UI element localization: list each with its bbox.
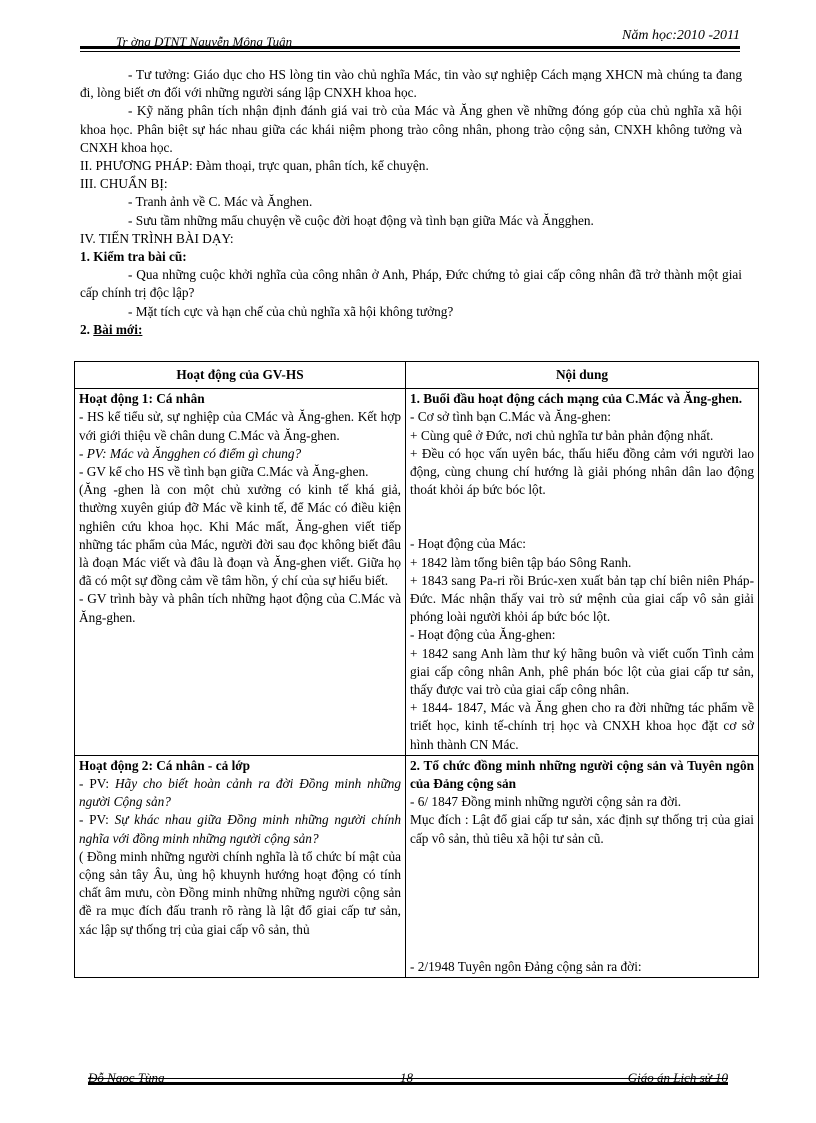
content-1-line: + 1842 làm tổng biên tập báo Sông Ranh. <box>410 554 632 570</box>
content-2-line: - 2/1948 Tuyên ngôn Đảng cộng sản ra đời: <box>410 958 642 974</box>
content-1-title: 1. Buổi đầu hoạt động cách mạng của C.Mác và Ăng-ghen. <box>410 391 743 407</box>
activity-1-step: - GV kể cho HS về tình bạn giữa C.Mác và Ăng-ghen. <box>79 464 369 480</box>
review-heading: 1. Kiểm tra bài cũ: <box>80 249 187 265</box>
prep-item-pictures: - Tranh ảnh về C. Mác và Ănghen. <box>128 194 313 210</box>
header-rule-thick <box>80 46 740 49</box>
activity-1-step: - HS kể tiểu sử, sự nghiệp của CMác và Ăng-ghen. Kết hợp với giới thiệu về chân dung C.Mác và Ăng-ghen. <box>79 409 401 443</box>
review-question-2: - Mặt tích cực và hạn chế của chủ nghĩa xã hội không tưởng? <box>128 303 454 319</box>
activity-1-step: - GV trình bày và phân tích những hạot động của C.Mác và Ăng-ghen. <box>79 591 401 625</box>
content-1-line: - Hoạt động của Mác: <box>410 536 526 552</box>
school-year: Năm học:2010 -2011 <box>622 28 740 43</box>
table-header-row <box>75 362 759 389</box>
footer-document-title: Giáo án Lịch sử 10 <box>627 1070 728 1085</box>
activity-2-title: Hoạt động 2: Cá nhân - cả lớp <box>79 757 251 773</box>
col-header-content: Nội dung <box>406 362 759 389</box>
lesson-table <box>74 361 759 978</box>
col-header-activities: Hoạt động của GV-HS <box>75 362 406 389</box>
activity-2-note: ( Đồng minh những người chính nghĩa là tổ chức bí mật của cộng sản tây Âu, ủng hộ khuynh hướng hoạt động có tính chất âm mưu, còn Đồng minh những những người cộng sản đề ra mục đích đấu tranh rõ ràng là lật đổ giai cấp tư sản, xác lập sự thống trị của giai cấp vô sản, thủ <box>79 848 401 937</box>
section-methods: II. PHƯƠNG PHÁP: Đàm thoại, trực quan, phân tích, kể chuyện. <box>80 158 429 174</box>
page-number: 18 <box>400 1070 413 1085</box>
content-1-cell <box>406 389 759 756</box>
section-preparation: III. CHUẨN BỊ: <box>80 176 168 192</box>
footer-author: Đỗ Ngọc Tùng <box>88 1070 165 1085</box>
table-row <box>75 389 759 756</box>
content-1-line: - Cơ sở tình bạn C.Mác và Ăng-ghen: <box>410 409 611 425</box>
content-1-line: + 1842 sang Anh làm thư ký hãng buôn và viết cuốn Tình cảm giai cấp công nhân Anh, phê phán bóc lột của giai cấp tư sản, thấy được vai trò của giai cấp công nhân. <box>410 645 754 698</box>
activity-1-cell <box>75 389 406 756</box>
content-2-line: Mục đích : Lật đổ giai cấp tư sản, xác định sự thống trị của giai cấp vô sản, thủ tiêu xã hội tư sản cũ. <box>410 812 754 846</box>
header-rule-thin <box>80 51 740 52</box>
content-2-cell <box>406 755 759 977</box>
new-lesson-heading: 2. Bài mới: <box>80 321 143 337</box>
content-1-line: + Cùng quê ở Đức, nơi chủ nghĩa tư bản phản động nhất. <box>410 427 714 443</box>
school-name: Tr ờng DTNT Nguyễn Mộng Tuân <box>116 34 293 49</box>
activity-1-question: - PV: Mác và Ăngghen có điểm gì chung? <box>79 445 302 461</box>
section-process: IV. TIẾN TRÌNH BÀI DẠY: <box>80 230 234 246</box>
page-footer <box>88 1070 728 1090</box>
content-1-line: - Hoạt động của Ăng-ghen: <box>410 627 556 643</box>
content-2-title: 2. Tổ chức đồng minh những người cộng sản và Tuyên ngôn của Đảng cộng sản <box>410 757 754 792</box>
blank-space <box>410 848 754 958</box>
content-1-line: + 1843 sang Pa-ri rồi Brúc-xen xuất bản tạp chí biên niên Pháp-Đức. Mác nhận thấy vai trò sứ mệnh của giai cấp vô sản giải phóng loài người khỏi áp bức bóc lột. <box>410 572 754 625</box>
content-2-line: - 6/ 1847 Đồng minh những người cộng sản ra đời. <box>410 794 682 810</box>
activity-2-question: - PV: Hãy cho biết hoàn cảnh ra đời Đồng minh những người Cộng sản? <box>79 776 401 810</box>
review-question-1: - Qua những cuộc khởi nghĩa của công nhân ở Anh, Pháp, Đức chứng tỏ giai cấp công nhân đã trở thành một giai cấp chính trị độc lập? <box>80 267 742 301</box>
lesson-intro <box>80 66 742 339</box>
activity-1-note: (Ăng -ghen là con một chủ xưởng có kinh tế khá giả, thường xuyên giúp đỡ Mác về kinh tế, để Mác có điều kiện nghiên cứu khoa học. Khi Mác mất, Ăng-ghen viết tiếp những tác phẩm của Mác, người đời sau đọc không biết đâu là đoạn Mác viết và đâu là đoạn và Ăng-ghen viết. Giữa họ đã có một sự đồng cảm về tâm hồn, ý chí của sự hiểu biết. <box>79 482 401 589</box>
prep-item-stories: - Sưu tầm những mẩu chuyện về cuộc đời hoạt động và tình bạn giữa Mác và Ăngghen. <box>128 212 594 228</box>
goal-attitude: - Tư tưởng: Giáo dục cho HS lòng tin vào chủ nghĩa Mác, tin vào sự nghiệp Cách mạng XHCN mà chúng ta đang đi, lòng biết ơn đối với những người sáng lập CNXH khoa học. <box>80 67 742 101</box>
content-1-line: + Đều có học vấn uyên bác, thấu hiểu đồng cảm với người lao động, cùng chung chí hướng là giải phóng nhân dân lao động thoát khỏi áp bức bóc lột. <box>410 445 754 498</box>
activity-1-title: Hoạt động 1: Cá nhân <box>79 391 205 407</box>
blank-space <box>410 499 754 535</box>
table-row <box>75 755 759 977</box>
content-1-line: + 1844- 1847, Mác và Ăng ghen cho ra đời những tác phẩm về triết học, kinh tế-chính trị học và CNXH khoa học đặt cơ sở hình thành CN Mác. <box>410 700 754 752</box>
activity-2-question: - PV: Sự khác nhau giữa Đồng minh những người chính nghĩa với đồng minh những người cộng sản? <box>79 812 401 846</box>
activity-2-cell <box>75 755 406 977</box>
goal-skills: - Kỹ năng phân tích nhận định đánh giá vai trò của Mác và Ăng ghen về những đóng góp của chủ nghĩa xã hội khoa học. Phân biệt sự hác nhau giữa các khái niệm phong trào công nhân, phong trào cộng sản, CNXH không tưởng và CNXH khoa học. <box>80 103 742 155</box>
